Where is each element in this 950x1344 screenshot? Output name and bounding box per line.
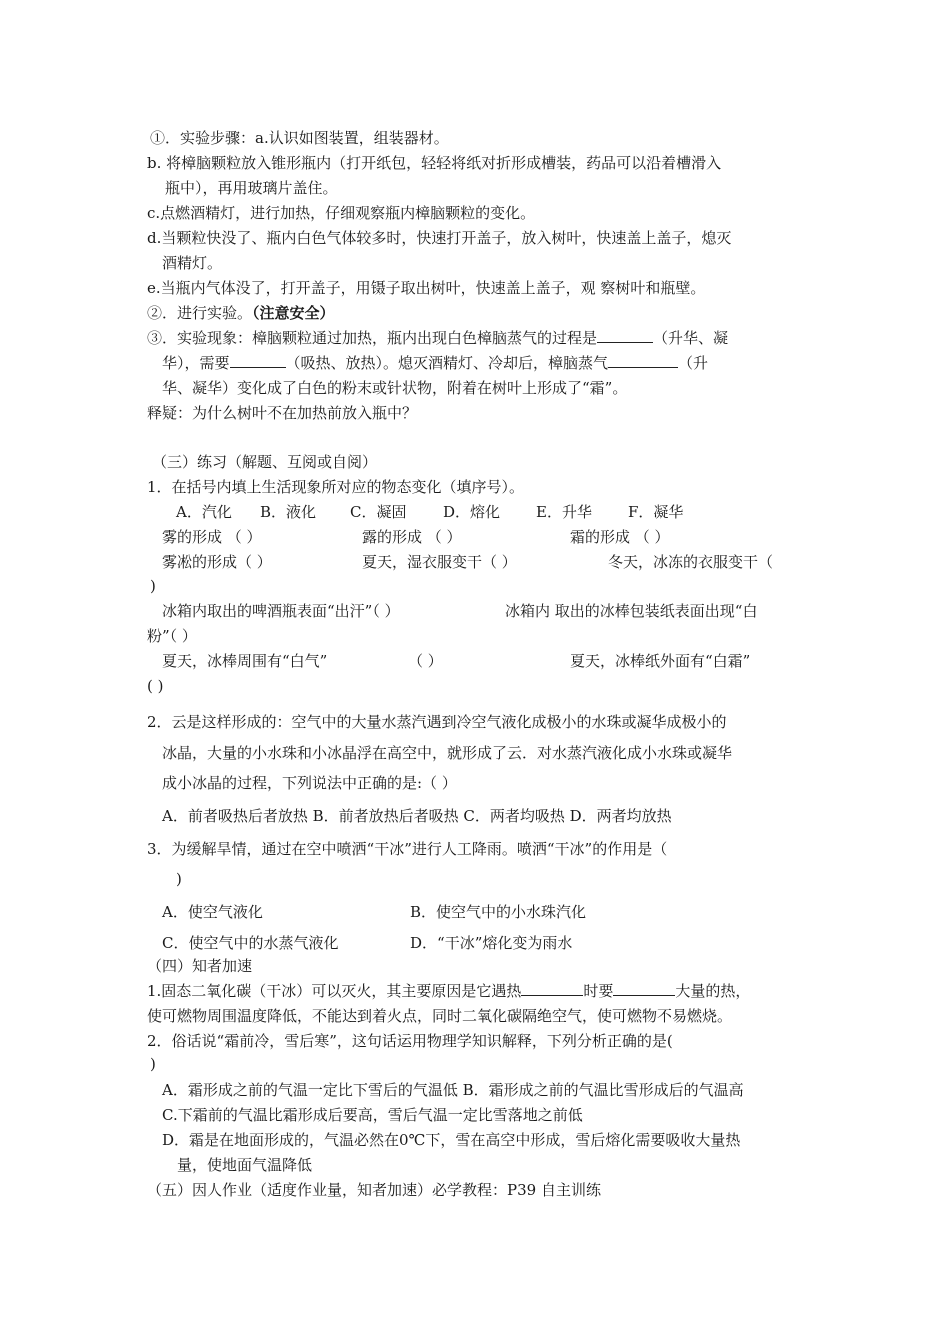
step-2 (147, 303, 335, 323)
white-frost-paren: ( ) (147, 677, 164, 695)
question: 释疑：为什么树叶不在加热前放入瓶中？ (147, 404, 418, 422)
q3-option-c: C．使空气中的水蒸气液化 (162, 934, 339, 952)
a2-option-d-line2: 量，使地面气温降低 (177, 1156, 313, 1174)
step-3-text-e: （升 (678, 354, 709, 372)
q2-line3: 成小冰晶的过程，下列说法中正确的是:（ ） (162, 774, 457, 792)
q2-line2: 冰晶，大量的小水珠和小冰晶浮在高空中，就形成了云．对水蒸汽液化成小水珠或凝华 (162, 744, 733, 762)
step-d-line1: d.当颗粒快没了、瓶内白色气体较多时，快速打开盖子，放入树叶，快速盖上盖子，熄灭 (147, 229, 732, 247)
q1-option-c: C．凝固 (350, 503, 407, 521)
q3-option-a: A．使空气液化 (162, 903, 263, 921)
step-2-text: ②．进行实验。 (147, 304, 253, 322)
a2-option-c: C.下霜前的气温比霜形成后要高，雪后气温一定比雪落地之前低 (162, 1106, 583, 1124)
advance-heading: （四）知者加速 (147, 957, 253, 975)
beer-item: 冰箱内取出的啤酒瓶表面“出汗”（ ） (162, 602, 400, 620)
step-b-line2: 瓶中），再用玻璃片盖住。 (165, 179, 338, 197)
step-a: ①．实验步骤：a.认识如图装置，组装器材。 (150, 129, 449, 147)
step-3-line1 (147, 328, 728, 348)
q1-option-d: D．熔化 (443, 503, 501, 521)
q1-option-b: B．液化 (260, 503, 317, 521)
a1-line1 (147, 981, 750, 1001)
q3-line2: ) (176, 870, 182, 888)
step-e: e.当瓶内气体没了，打开盖子，用镊子取出树叶，快速盖上盖子，观 察树叶和瓶壁。 (147, 279, 706, 297)
frost-item: 霜的形成 （ ） (570, 528, 670, 546)
a2-line1: 2．俗话说“霜前冷，雪后寒”，这句话运用物理学知识解释，下列分析正确的是( (147, 1032, 673, 1050)
answer-blank[interactable] (613, 981, 675, 996)
step-c: c.点燃酒精灯，进行加热，仔细观察瓶内樟脑颗粒的变化。 (147, 204, 536, 222)
a1-text-b: 时要 (583, 982, 614, 1000)
a2-line2: ) (150, 1055, 156, 1073)
step-b-line1: b. 将樟脑颗粒放入锥形瓶内（打开纸包，轻轻将纸对折形成槽装，药品可以沿着槽滑入 (147, 154, 722, 172)
step-d-line2: 酒精灯。 (162, 254, 223, 272)
white-gas-paren: （ ） (408, 652, 443, 670)
a1-line2: 使可燃物周围温度降低，不能达到着火点，同时二氧化碳隔绝空气，使可燃物不易燃烧。 (147, 1007, 733, 1025)
frozen-clothes-item: 冬天，冰冻的衣服变干（ (608, 553, 774, 571)
white-gas-item: 夏天，冰棒周围有“白气” (162, 652, 328, 670)
step-3-line3: 华、凝华）变化成了白色的粉末或针状物，附着在树叶上形成了“霜”。 (162, 379, 628, 397)
step-3-text-b: （升华、凝 (653, 329, 729, 347)
answer-blank[interactable] (230, 353, 286, 368)
wet-clothes-item: 夏天，湿衣服变干（ ） (362, 553, 517, 571)
step-3-text-a: ③．实验现象：樟脑颗粒通过加热，瓶内出现白色樟脑蒸气的过程是 (147, 329, 598, 347)
paren-close: ) (150, 577, 156, 595)
a2-option-ab: A．霜形成之前的气温一定比下雪后的气温低 B．霜形成之前的气温比雪形成后的气温高 (162, 1081, 744, 1099)
safety-note: （注意安全） (252, 304, 335, 322)
homework: （五）因人作业（适度作业量，知者加速）必学教程：P39 自主训练 (147, 1181, 601, 1199)
practice-heading: （三）练习（解题、互阅或自阅） (152, 453, 378, 471)
a1-text-c: 大量的热， (675, 982, 751, 1000)
q1-option-e: E．升华 (536, 503, 592, 521)
q2-options: A．前者吸热后者放热 B．前者放热后者吸热 C．两者均吸热 D．两者均放热 (162, 807, 672, 825)
white-frost-item: 夏天，冰棒纸外面有“白霜” (570, 652, 751, 670)
dew-item: 露的形成 （ ） (362, 528, 462, 546)
q3-option-b: B．使空气中的小水珠汽化 (410, 903, 587, 921)
step-3-text-c: 华），需要 (162, 354, 230, 372)
step-3-line2 (162, 353, 708, 373)
answer-blank[interactable] (608, 353, 678, 368)
q2-line1: 2．云是这样形成的：空气中的大量水蒸汽遇到冷空气液化成极小的水珠或凝华成极小的 (147, 713, 727, 731)
q3-line1: 3．为缓解旱情，通过在空中喷洒“干冰”进行人工降雨。喷洒“干冰”的作用是（ (147, 840, 668, 858)
a1-text-a: 1.固态二氧化碳（干冰）可以灭火，其主要原因是它遇热 (147, 982, 522, 1000)
answer-blank[interactable] (521, 981, 583, 996)
q1-option-a: A．汽化 (176, 503, 232, 521)
q1-option-f: F．凝华 (628, 503, 684, 521)
q3-option-d: D．“干冰”熔化变为雨水 (410, 934, 573, 952)
fog-item: 雾的形成 （ ） (162, 528, 262, 546)
step-3-text-d: （吸热、放热）。熄灭酒精灯、冷却后，樟脑蒸气 (285, 354, 609, 372)
q1-text: 1．在括号内填上生活现象所对应的物态变化（填序号）。 (147, 478, 525, 496)
ice-pop-wrapper-item-cont: 粉”（ ） (147, 627, 197, 645)
answer-blank[interactable] (597, 328, 653, 343)
a2-option-d-line1: D．霜是在地面形成的，气温必然在0℃下，雪在高空中形成，雪后熔化需要吸收大量热 (162, 1131, 741, 1149)
rime-item: 雾凇的形成（ ） (162, 553, 272, 571)
ice-pop-wrapper-item: 冰箱内 取出的冰棒包装纸表面出现“白 (505, 602, 758, 620)
